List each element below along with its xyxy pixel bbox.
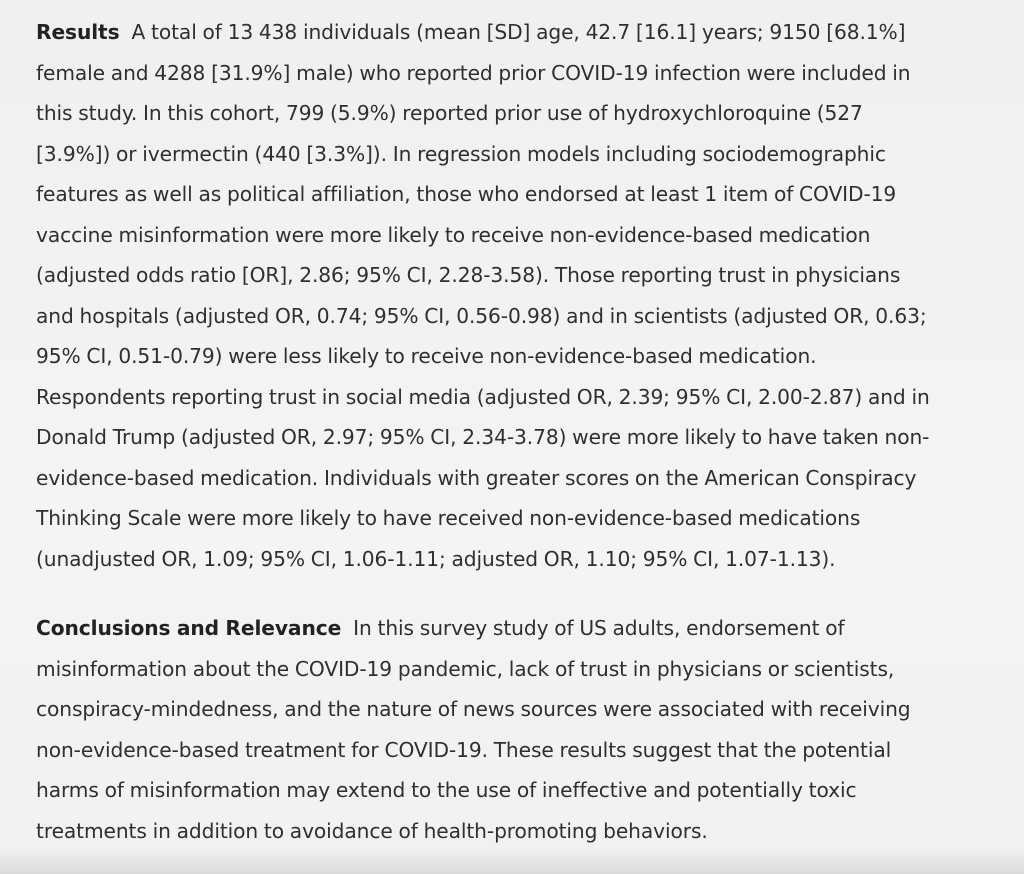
results-line: (unadjusted OR, 1.09; 95% CI, 1.06-1.11; adjusted OR, 1.10; 95% CI, 1.07-1.13). — [36, 546, 836, 571]
conclusions-line: treatments in addition to avoidance of health-promoting behaviors. — [36, 818, 708, 843]
conclusions-line: conspiracy-mindedness, and the nature of news sources were associated with receiving — [36, 697, 911, 721]
conclusions-line — [36, 608, 1004, 649]
results-line: and hospitals (adjusted OR, 0.74; 95% CI, 0.56-0.98) and in scientists (adjusted OR, 0.63; — [36, 303, 927, 328]
results-line: 95% CI, 0.51-0.79) were less likely to receive non-evidence-based medication. — [36, 344, 817, 368]
conclusions-line: non-evidence-based treatment for COVID-19. These results suggest that the potential — [36, 737, 892, 762]
results-line: features as well as political affiliation, those who endorsed at least 1 item of COVID-19 — [36, 182, 897, 206]
conclusions-line: misinformation about the COVID-19 pandemic, lack of trust in physicians or scientists, — [36, 656, 895, 681]
results-line: [3.9%]) or ivermectin (440 [3.3%]). In regression models including sociodemographic — [36, 141, 886, 166]
conclusions-text: In this survey study of US adults, endorsement of — [353, 616, 845, 640]
results-line: evidence-based medication. Individuals with greater scores on the American Conspiracy — [36, 465, 917, 490]
results-line: vaccine misinformation were more likely to receive non-evidence-based medication — [36, 222, 871, 247]
results-heading: Results — [36, 20, 120, 44]
results-line: Thinking Scale were more likely to have received non-evidence-based medications — [36, 506, 861, 530]
results-text: A total of 13 438 individuals (mean [SD] age, 42.7 [16.1] years; 9150 [68.1%] — [131, 20, 906, 44]
conclusions-section — [36, 608, 1004, 851]
results-line: Respondents reporting trust in social media (adjusted OR, 2.39; 95% CI, 2.00-2.87) and in — [36, 384, 930, 409]
results-line: female and 4288 [31.9%] male) who reported prior COVID-19 infection were included in — [36, 60, 911, 85]
results-line: Donald Trump (adjusted OR, 2.97; 95% CI, 2.34-3.78) were more likely to have taken non- — [36, 425, 930, 449]
results-section — [36, 12, 1004, 579]
page-bottom-shadow — [0, 848, 1024, 874]
conclusions-line: harms of misinformation may extend to the use of ineffective and potentially toxic — [36, 778, 857, 802]
results-line: this study. In this cohort, 799 (5.9%) reported prior use of hydroxychloroquine (527 — [36, 101, 863, 125]
results-line — [36, 12, 1004, 53]
conclusions-heading: Conclusions and Relevance — [36, 616, 342, 640]
results-line: (adjusted odds ratio [OR], 2.86; 95% CI, 2.28-3.58). Those reporting trust in physicians — [36, 263, 901, 287]
